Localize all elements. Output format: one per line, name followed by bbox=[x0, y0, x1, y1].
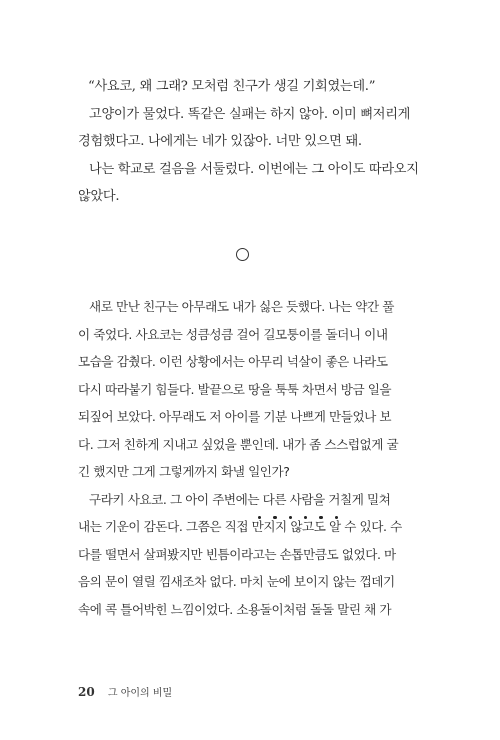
paragraph-line: 속에 콕 틀어박힌 느낌이었다. 소용돌이처럼 돌돌 말린 채 가 bbox=[78, 601, 392, 617]
paragraph-line: 다를 떨면서 살펴봤지만 빈틈이라고는 손톱만큼도 없었다. 마 bbox=[78, 546, 396, 562]
page-number: 20 bbox=[78, 685, 95, 699]
emphasis-dot bbox=[335, 516, 338, 519]
paragraph-line: 나는 학교로 걸음을 서둘렀다. 이번에는 그 아이도 따라오지 bbox=[89, 161, 419, 177]
paragraph-line: 다. 그저 친하게 지내고 싶었을 뿐인데. 내가 좀 스스럽없게 굴 bbox=[78, 436, 399, 452]
section-2-text bbox=[78, 293, 430, 623]
page-footer bbox=[78, 684, 172, 699]
paragraph-line: 되짚어 보았다. 아무래도 저 아이를 기분 나쁘게 만들었나 보 bbox=[78, 409, 392, 424]
running-title: 그 아이의 비밀 bbox=[107, 688, 173, 699]
emphasis-dot bbox=[319, 516, 322, 519]
paragraph-line: 새로 만난 친구는 아무래도 내가 싫은 듯했다. 나는 약간 풀 bbox=[89, 299, 394, 314]
emphasis-dots bbox=[258, 516, 338, 520]
emphasis-dot bbox=[258, 516, 261, 519]
section-divider-circle bbox=[236, 248, 249, 261]
paragraph-line: 다시 따라붙기 힘들다. 발끝으로 땅을 툭툭 차면서 방금 일을 bbox=[78, 381, 392, 397]
paragraph-line: 내는 기운이 감돈다. 그쯤은 직접 만지지 않고도 알 수 있다. 수 bbox=[78, 519, 402, 534]
paragraph-line: 경험했다고. 나에게는 네가 있잖아. 너만 있으면 돼. bbox=[78, 134, 362, 149]
section-1-text bbox=[78, 73, 430, 211]
paragraph-line: 구라키 사요코. 그 아이 주변에는 다른 사람을 거칠게 밀쳐 bbox=[89, 491, 391, 507]
paragraph-line: 이 죽었다. 사요코는 성큼성큼 걸어 길모퉁이를 돌더니 이내 bbox=[78, 326, 388, 342]
emphasis-dot bbox=[304, 516, 307, 519]
emphasis-dot bbox=[289, 516, 292, 519]
emphasis-dot bbox=[273, 516, 276, 519]
paragraph-line: 음의 문이 열릴 낌새조차 없다. 마치 눈에 보이지 않는 껍데기 bbox=[78, 574, 395, 589]
paragraph-line: 고양이가 물었다. 똑같은 실패는 하지 않아. 이미 뼈저리게 bbox=[89, 106, 411, 122]
dialogue-line: “사요코, 왜 그래? 모처럼 친구가 생길 기회였는데.” bbox=[88, 79, 376, 94]
paragraph-line: 않았다. bbox=[78, 189, 120, 204]
paragraph-line: 긴 했지만 그게 그렇게까지 화낼 일인가? bbox=[78, 464, 290, 479]
paragraph-line: 모습을 감췄다. 이런 상황에서는 아무리 넉살이 좋은 나라도 bbox=[78, 354, 388, 369]
